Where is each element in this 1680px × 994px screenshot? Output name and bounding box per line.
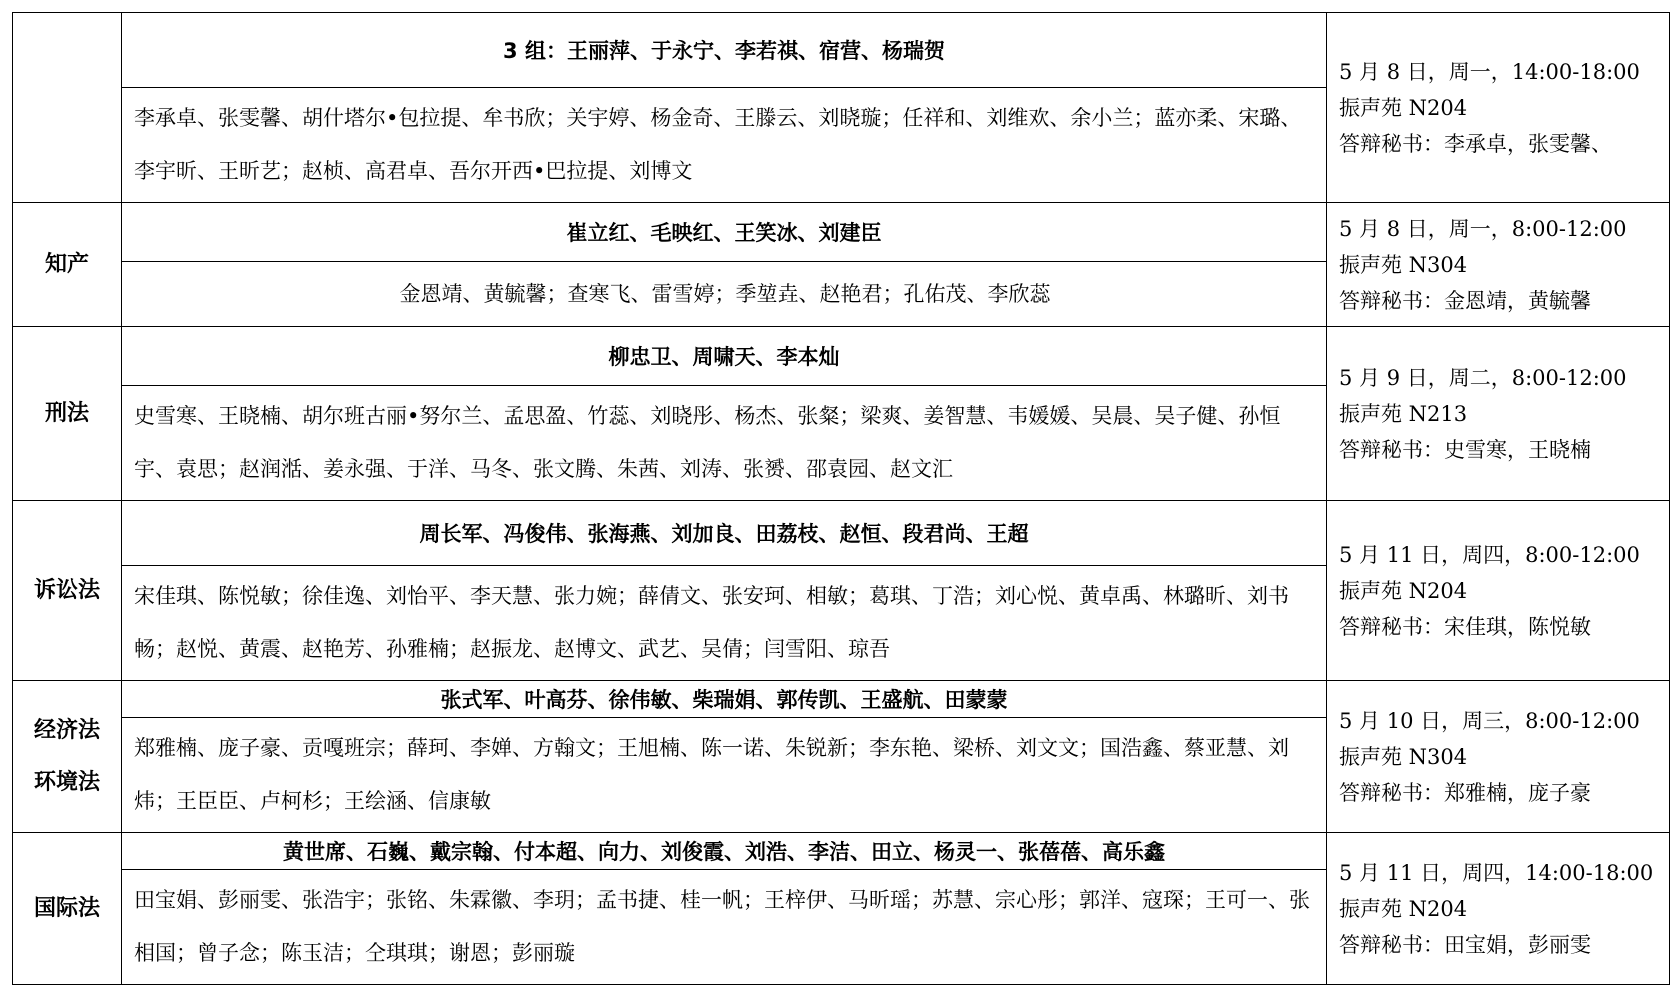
teacher-panel: 3 组：王丽萍、于永宁、李若祺、宿营、杨瑞贺 — [122, 13, 1327, 88]
student-list: 郑雅楠、庞子豪、贡嘎班宗；薛珂、李婵、方翰文；王旭楠、陈一诺、朱锐新；李东艳、梁桥、刘文文；国浩鑫、蔡亚慧、刘炜；王臣臣、卢柯杉；王绘涵、信康敏 — [122, 718, 1327, 833]
session-info — [1327, 203, 1670, 327]
group-row-teachers — [13, 833, 1670, 870]
session-time: 5 月 10 日，周三，8:00-12:00 — [1339, 708, 1640, 733]
session-room: 振声苑 N304 — [1339, 744, 1468, 769]
session-time: 5 月 11 日，周四，14:00-18:00 — [1339, 860, 1654, 885]
session-time: 5 月 9 日，周二，8:00-12:00 — [1339, 365, 1627, 390]
group-row-teachers — [13, 327, 1670, 386]
department-cell — [13, 681, 122, 833]
session-secretary: 答辩秘书：李承卓，张雯馨、 — [1339, 131, 1612, 156]
session-secretary: 答辩秘书：宋佳琪，陈悦敏 — [1339, 614, 1591, 639]
department-cell: 国际法 — [13, 833, 122, 985]
session-info — [1327, 13, 1670, 203]
session-secretary: 答辩秘书：郑雅楠，庞子豪 — [1339, 780, 1591, 805]
student-list: 李承卓、张雯馨、胡什塔尔•包拉提、牟书欣；关宇婷、杨金奇、王滕云、刘晓璇；任祥和、刘维欢、余小兰；蓝亦柔、宋璐、李宇昕、王昕艺；赵桢、高君卓、吾尔开西•巴拉提、刘博文 — [122, 88, 1327, 203]
session-info — [1327, 833, 1670, 985]
session-room: 振声苑 N204 — [1339, 578, 1468, 603]
session-info — [1327, 501, 1670, 681]
teacher-panel: 黄世席、石巍、戴宗翰、付本超、向力、刘俊霞、刘浩、李洁、田立、杨灵一、张蓓蓓、高乐鑫 — [122, 833, 1327, 870]
session-secretary: 答辩秘书：田宝娟，彭丽雯 — [1339, 932, 1591, 957]
defense-schedule-table — [12, 12, 1670, 985]
student-list: 田宝娟、彭丽雯、张浩宇；张铭、朱霖徽、李玥；孟书捷、桂一帆；王梓伊、马昕瑶；苏慧、宗心彤；郭洋、寇琛；王可一、张相国；曾子念；陈玉洁；仝琪琪；谢恩；彭丽璇 — [122, 870, 1327, 985]
group-row-teachers — [13, 203, 1670, 262]
student-list: 史雪寒、王晓楠、胡尔班古丽•努尔兰、孟思盈、竹蕊、刘晓彤、杨杰、张粲；梁爽、姜智慧、韦媛媛、吴晨、吴子健、孙恒宇、袁思；赵润湉、姜永强、于洋、马冬、张文腾、朱茜、刘涛、张赟、邵袁园、赵文汇 — [122, 386, 1327, 501]
department-cell: 知产 — [13, 203, 122, 327]
group-row-teachers — [13, 501, 1670, 566]
session-room: 振声苑 N204 — [1339, 95, 1468, 120]
session-room: 振声苑 N213 — [1339, 401, 1468, 426]
student-list: 金恩靖、黄毓馨；查寒飞、雷雪婷；季堃垚、赵艳君；孔佑茂、李欣蕊 — [122, 262, 1327, 327]
group-row-teachers — [13, 13, 1670, 88]
department-cell: 刑法 — [13, 327, 122, 501]
session-time: 5 月 8 日，周一，8:00-12:00 — [1339, 216, 1627, 241]
session-time: 5 月 8 日，周一，14:00-18:00 — [1339, 59, 1640, 84]
session-info — [1327, 327, 1670, 501]
teacher-panel: 崔立红、毛映红、王笑冰、刘建臣 — [122, 203, 1327, 262]
teacher-panel: 周长军、冯俊伟、张海燕、刘加良、田荔枝、赵恒、段君尚、王超 — [122, 501, 1327, 566]
department-cell: 诉讼法 — [13, 501, 122, 681]
student-list: 宋佳琪、陈悦敏；徐佳逸、刘怡平、李天慧、张力婉；薛倩文、张安珂、相敏；葛琪、丁浩；刘心悦、黄卓禹、林璐昕、刘书畅；赵悦、黄震、赵艳芳、孙雅楠；赵振龙、赵博文、武艺、吴倩；闫雪阳、琼吾 — [122, 566, 1327, 681]
department-line: 经济法 — [33, 717, 100, 743]
group-row-teachers — [13, 681, 1670, 718]
teacher-panel: 柳忠卫、周啸天、李本灿 — [122, 327, 1327, 386]
session-info — [1327, 681, 1670, 833]
session-secretary: 答辩秘书：金恩靖，黄毓馨 — [1339, 288, 1591, 313]
teacher-panel: 张式军、叶高芬、徐伟敏、柴瑞娟、郭传凯、王盛航、田蒙蒙 — [122, 681, 1327, 718]
session-room: 振声苑 N204 — [1339, 896, 1468, 921]
department-line: 环境法 — [33, 769, 100, 795]
department-cell — [13, 13, 122, 203]
session-secretary: 答辩秘书：史雪寒，王晓楠 — [1339, 437, 1591, 462]
session-time: 5 月 11 日，周四，8:00-12:00 — [1339, 542, 1640, 567]
session-room: 振声苑 N304 — [1339, 252, 1468, 277]
